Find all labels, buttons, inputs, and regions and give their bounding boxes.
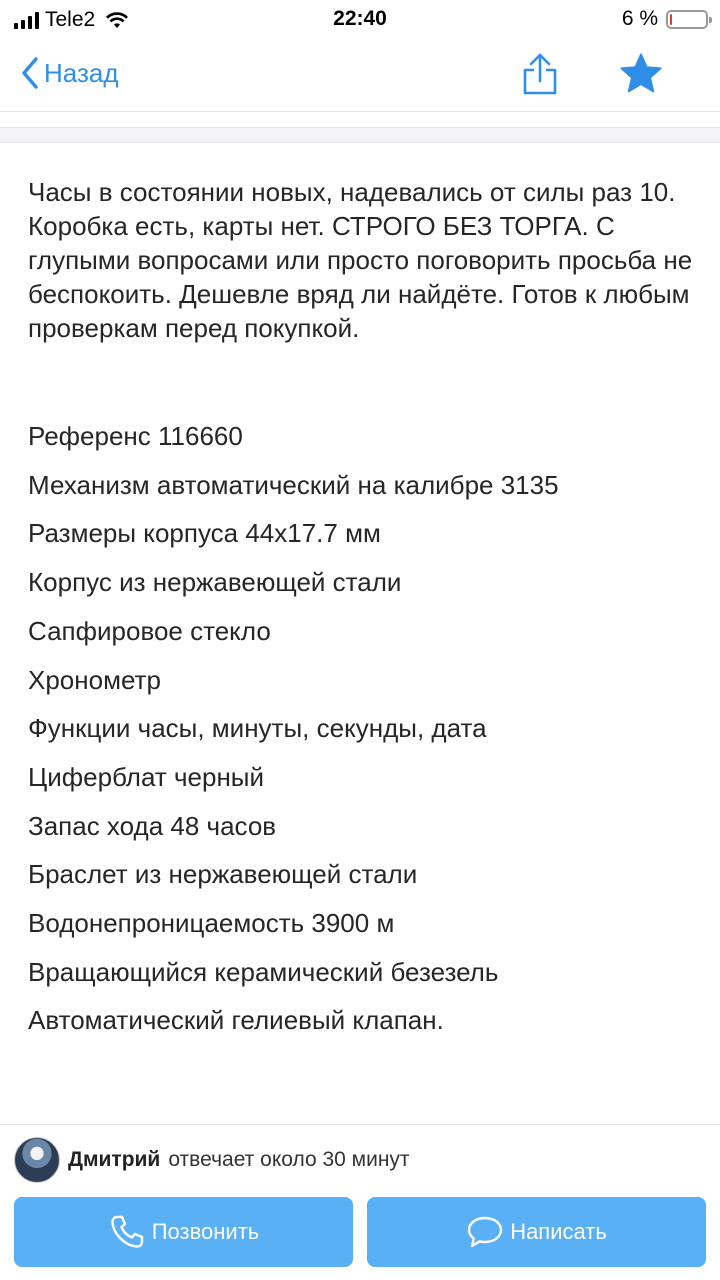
contact-footer (0, 1124, 720, 1280)
listing-description: Часы в состоянии новых, надевались от силы раз 10. Коробка есть, карты нет. СТРОГО БЕЗ ТОРГА. С глупыми вопросами или просто поговорить просьба не беспокоить. Дешевле вряд ли найдёте. Готов к любым проверкам перед покупкой. (28, 177, 693, 343)
spec-item: Референс 116660 (28, 421, 243, 451)
carrier-name: Tele2 (45, 8, 96, 31)
avatar[interactable] (14, 1137, 60, 1183)
spec-item: Автоматический гелиевый клапан. (28, 1005, 444, 1036)
call-label: Позвонить (151, 1219, 260, 1244)
spec-item: Хронометр (28, 664, 161, 695)
section-divider (0, 127, 720, 143)
clock: 22:40 (333, 7, 387, 30)
spec-item: Водонепроницаемость 3900 м (28, 908, 395, 939)
spec-item: Запас хода 48 часов (28, 810, 277, 841)
spec-item: Механизм автоматический на калибре 3135 (28, 469, 559, 500)
star-icon[interactable] (619, 53, 663, 95)
spec-item: Браслет из нержавеющей стали (28, 859, 418, 890)
spec-item: Размеры корпуса 44х17.7 мм (28, 518, 381, 549)
back-button[interactable] (20, 56, 119, 90)
battery-percent: 6 % (621, 7, 658, 30)
chevron-left-icon (20, 56, 40, 90)
battery-level (670, 14, 672, 25)
seller-response-time: отвечает около 30 минут (168, 1148, 410, 1171)
listing-content (28, 175, 698, 1045)
status-bar (0, 0, 720, 40)
chat-bubble-icon (466, 1215, 504, 1249)
message-label: Написать (510, 1219, 607, 1244)
seller-name: Дмитрий (68, 1148, 161, 1171)
specs-list (28, 412, 698, 1045)
spec-item: Циферблат черный (28, 761, 265, 792)
spec-item: Корпус из нержавеющей стали (28, 567, 402, 598)
phone-icon (108, 1213, 146, 1251)
spec-item: Вращающийся керамический безезель (28, 956, 499, 987)
spec-item: Функции часы, минуты, секунды, дата (28, 713, 487, 744)
message-button[interactable] (367, 1197, 706, 1267)
battery-info (622, 7, 708, 31)
seller-info[interactable] (14, 1137, 410, 1183)
spec-item: Сапфировое стекло (28, 615, 271, 646)
back-label: Назад (44, 57, 119, 88)
share-icon[interactable] (520, 52, 560, 96)
navigation-bar (0, 40, 720, 112)
call-button[interactable] (14, 1197, 353, 1267)
battery-icon (666, 10, 708, 29)
